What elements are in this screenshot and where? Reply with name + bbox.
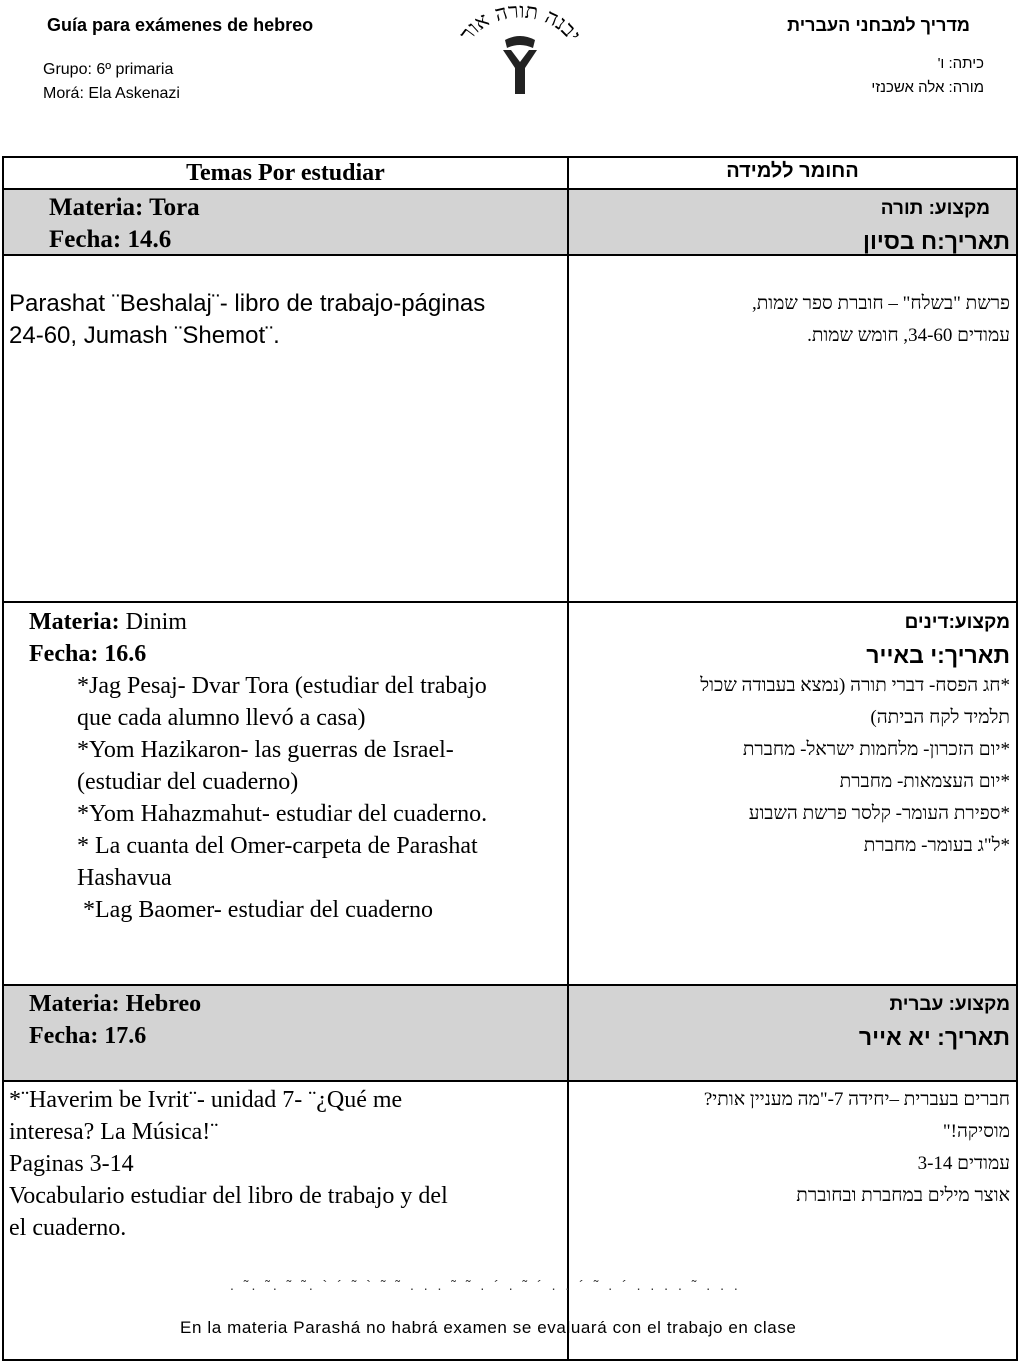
subject-label: Materia: Hebreo xyxy=(29,991,202,1017)
row-divider xyxy=(4,188,1016,190)
row-divider xyxy=(4,601,1016,603)
subject-label: Materia: Dinim xyxy=(29,609,187,635)
body-line: * La cuanta del Omer-carpeta de Parashat xyxy=(77,833,478,859)
body-line: *יום העצמאות- מחברת xyxy=(839,771,1010,792)
body-line: interesa? La Música!¨ xyxy=(9,1119,219,1145)
section-tora-body-es xyxy=(9,288,565,352)
body-line: el cuaderno. xyxy=(9,1215,127,1241)
section-tora-body-he xyxy=(570,288,1010,352)
row-divider xyxy=(4,984,1016,986)
subject-label: Materia: Tora xyxy=(49,194,200,221)
teacher-label-es: Morá: Ela Askenazi xyxy=(43,85,180,102)
section-dinim-body-es xyxy=(77,670,565,926)
body-line: מוסיקה!" xyxy=(942,1121,1010,1142)
body-line: 24-60, Jumash ¨Shemot¨. xyxy=(9,322,280,349)
column-header-he: החומר ללמידה xyxy=(726,160,859,182)
section-hebreo-body-es xyxy=(9,1084,565,1244)
body-line: אוצר מילים במחברת ובחוברת xyxy=(796,1185,1010,1206)
body-line: Paginas 3-14 xyxy=(9,1151,134,1177)
subject-label-he: מקצוע: עברית xyxy=(889,994,1010,1015)
body-line: (estudiar del cuaderno) xyxy=(77,769,299,795)
date-label: Fecha: 14.6 xyxy=(49,226,172,253)
date-label: Fecha: 17.6 xyxy=(29,1023,147,1049)
column-header-es: Temas Por estudiar xyxy=(186,160,385,186)
section-dinim-heading-es xyxy=(29,606,187,670)
body-line: *יום הזכרון- מלחמות ישראל- מחברת xyxy=(742,739,1010,760)
body-line: עמודים 3-14 xyxy=(917,1153,1010,1174)
body-line: פרשת "בשלח" – חוברת ספר שמות, xyxy=(751,293,1010,314)
body-line: *חג הפסח- דברי תורה (נמצא בעבודה שכול xyxy=(700,675,1010,696)
body-line: Parashat ¨Beshalaj¨- libro de trabajo-páginas xyxy=(9,290,486,317)
group-label-es: Grupo: 6º primaria xyxy=(43,61,174,78)
date-label-he: תאריך:ח בסיון xyxy=(863,228,1010,254)
body-line: *ספירת העומר- קלסר פרשת השבוע xyxy=(748,803,1010,824)
section-dinim-heading-he xyxy=(570,608,1010,672)
section-hebreo-body-he xyxy=(570,1084,1010,1212)
body-line: *Yom Hazikaron- las guerras de Israel- xyxy=(77,737,454,763)
section-tora-heading-es xyxy=(49,192,200,256)
column-divider xyxy=(567,158,569,1359)
body-line: que cada alumno llevó a casa) xyxy=(77,705,366,731)
footer-note: En la materia Parashá no habrá examen se evaluará con el trabajo en clase xyxy=(180,1318,797,1337)
teacher-label-he: מורה: אלה אשכנזי xyxy=(871,79,984,96)
body-line: *¨Haverim be Ivrit¨- unidad 7- ¨¿Qué me xyxy=(9,1087,403,1113)
date-label-he: תאריך:י באייר xyxy=(866,642,1010,668)
section-dinim-body-he xyxy=(570,670,1010,862)
section-hebreo-heading-he xyxy=(570,990,1010,1054)
row-divider xyxy=(4,1080,1016,1082)
subject-label-he: מקצוע:דינים xyxy=(904,612,1010,633)
logo-arc-text: יבנה תורה אור xyxy=(455,2,585,46)
subject-label-he: מקצוע: תורה xyxy=(880,198,990,219)
body-line: Hashavua xyxy=(77,865,172,891)
body-line: *Yom Hahazmahut- estudiar del cuaderno. xyxy=(77,801,488,827)
body-line: תלמיד לקח הביתה) xyxy=(870,707,1010,728)
school-logo-icon xyxy=(455,2,585,102)
guide-title-es: Guía para exámenes de hebreo xyxy=(47,15,314,35)
body-line: חברים בעברית –יחידה 7-"מה מעניין אותי? xyxy=(703,1089,1010,1110)
body-line: *Lag Baomer- estudiar del cuaderno xyxy=(77,897,434,923)
study-table xyxy=(2,156,1018,1361)
body-line: *Jag Pesaj- Dvar Tora (estudiar del trabajo xyxy=(77,673,487,699)
section-tora-heading-he xyxy=(570,194,1010,258)
class-label-he: כיתה: ו' xyxy=(937,55,984,72)
date-label-he: תאריך: יא אייר xyxy=(858,1024,1010,1050)
body-line: Vocabulario estudiar del libro de trabajo y del xyxy=(9,1183,448,1209)
date-label: Fecha: 16.6 xyxy=(29,641,147,667)
body-line: *ל"ג בעומר- מחברת xyxy=(863,835,1010,856)
footer-garbled-text: . ˜. ˜. ˜ ˜. ` ´ ˜ ` ˜ ˜ . . . ˜ ˜ . ´ . ˜ ´ . . ´ ˜ . ´ . . . . ˜ . . . xyxy=(230,1277,741,1293)
section-hebreo-heading-es xyxy=(29,988,201,1052)
guide-title-he: מדריך למבחני העברית xyxy=(787,15,970,35)
body-line: עמודים 34-60, חומש שמות. xyxy=(807,325,1010,346)
